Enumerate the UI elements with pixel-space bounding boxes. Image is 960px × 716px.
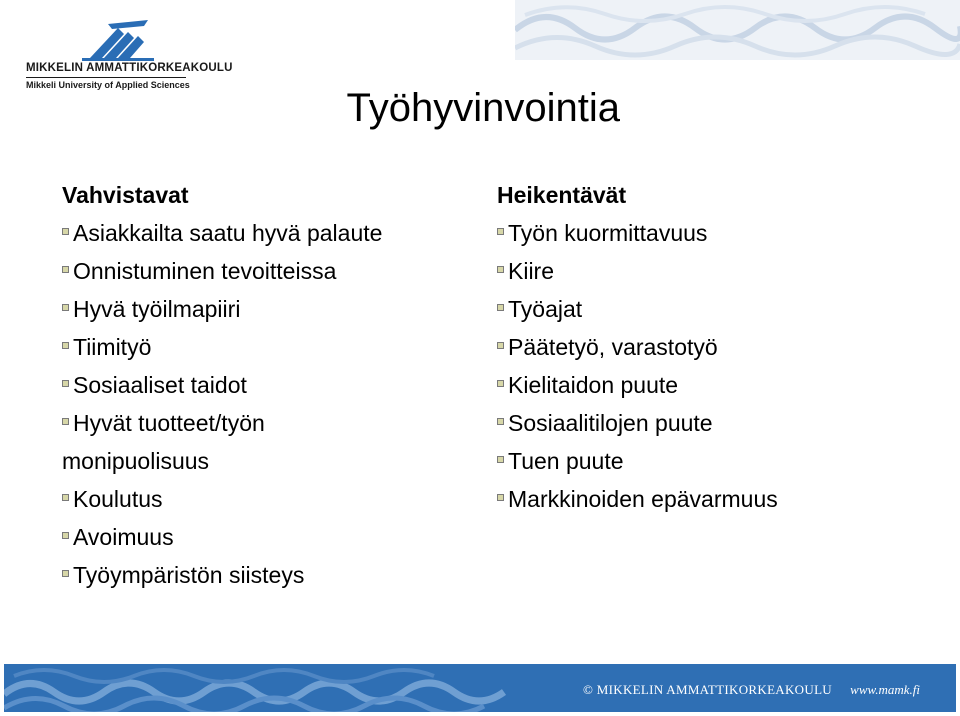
logo-subtitle: Mikkeli University of Applied Sciences (26, 80, 190, 90)
strength-item: Onnistuminen tevoitteissa (62, 252, 442, 290)
strength-item: Hyvä työilmapiiri (62, 290, 442, 328)
weakness-item: Kielitaidon puute (497, 366, 937, 404)
bullet-icon (62, 342, 69, 349)
bullet-icon (62, 380, 69, 387)
bullet-icon (497, 304, 504, 311)
bullet-icon (497, 228, 504, 235)
strength-item: Sosiaaliset taidot (62, 366, 442, 404)
strength-item: Työympäristön siisteys (62, 556, 442, 594)
strength-item: Asiakkailta saatu hyvä palaute (62, 214, 442, 252)
strength-item: Avoimuus (62, 518, 442, 556)
logo-divider (26, 77, 186, 78)
strength-item: Koulutus (62, 480, 442, 518)
weakness-item: Tuen puute (497, 442, 937, 480)
bullet-icon (62, 304, 69, 311)
weakness-item: Työn kuormittavuus (497, 214, 937, 252)
footer-banner (4, 664, 956, 712)
weakness-item: Sosiaalitilojen puute (497, 404, 937, 442)
bullet-icon (62, 266, 69, 273)
bullet-icon (497, 380, 504, 387)
header-wave-decoration (515, 0, 960, 60)
weakness-item: Työajat (497, 290, 937, 328)
weaknesses-column (497, 176, 937, 518)
strength-item: Hyvät tuotteet/työn monipuolisuus (62, 410, 265, 474)
bullet-icon (497, 456, 504, 463)
logo-emblem-icon (78, 18, 158, 62)
slide-title: Työhyvinvointia (346, 86, 620, 130)
strengths-column (62, 176, 442, 594)
bullet-icon (62, 494, 69, 501)
bullet-icon (62, 570, 69, 577)
footer-copyright: © MIKKELIN AMMATTIKORKEAKOULU (583, 682, 832, 697)
strengths-heading: Vahvistavat (62, 182, 189, 208)
footer-wave-decoration (4, 664, 524, 712)
strength-item: Tiimityö (62, 328, 442, 366)
bullet-icon (497, 494, 504, 501)
weakness-item: Markkinoiden epävarmuus (497, 480, 937, 518)
weakness-item: Päätetyö, varastotyö (497, 328, 937, 366)
bullet-icon (497, 418, 504, 425)
bullet-icon (497, 342, 504, 349)
bullet-icon (62, 228, 69, 235)
bullet-icon (62, 532, 69, 539)
logo-name: MIKKELIN AMMATTIKORKEAKOULU (26, 62, 233, 74)
weakness-item: Kiire (497, 252, 937, 290)
bullet-icon (62, 418, 69, 425)
bullet-icon (497, 266, 504, 273)
footer-url: www.mamk.fi (850, 682, 920, 697)
weaknesses-heading: Heikentävät (497, 182, 627, 208)
